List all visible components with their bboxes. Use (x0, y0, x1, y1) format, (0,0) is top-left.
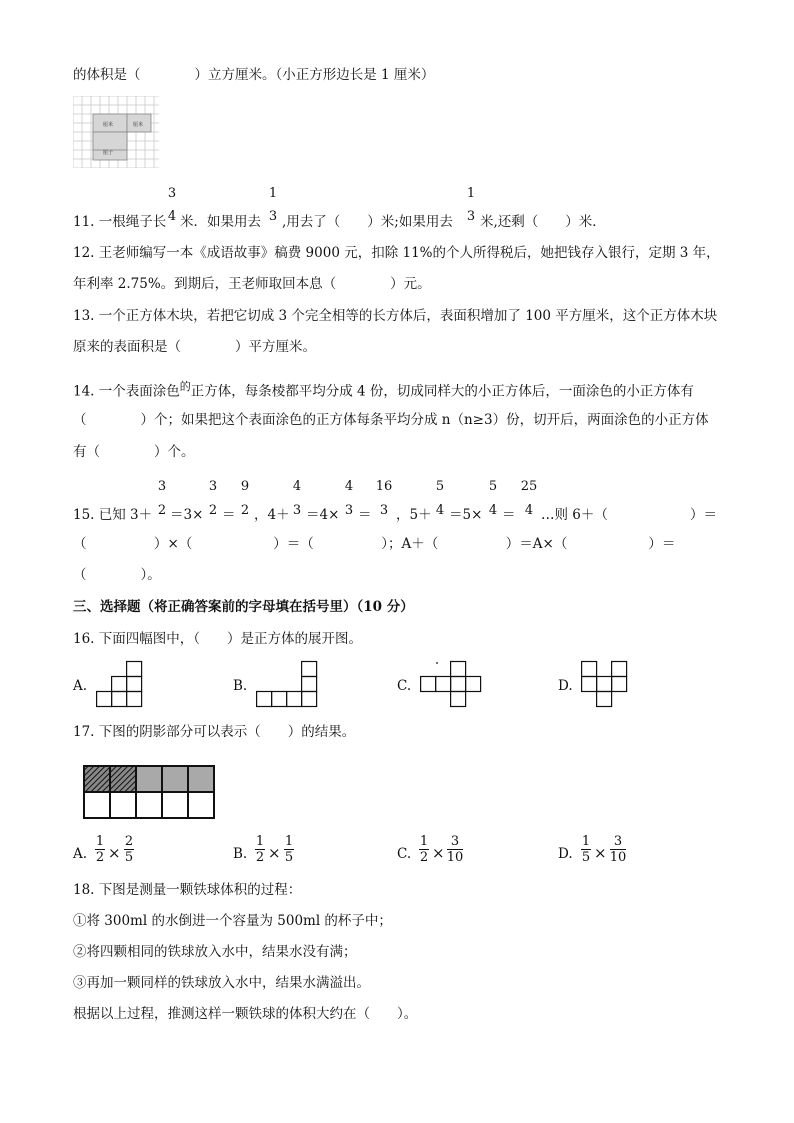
q15-line-3: （ ）。 (73, 567, 161, 583)
q14-line-3: 有（ ）个。 (73, 444, 195, 460)
q18-step-2: ②将四颗相同的铁球放入水中，结果水没有满； (73, 944, 357, 960)
q15-text-5: ＝ (358, 507, 372, 523)
q11-text-2: ,用去了（ ）米;如果用去 (282, 214, 453, 230)
q15-text-4: ＝4× (306, 507, 340, 523)
q16-option-a-label[interactable]: A. (73, 678, 88, 694)
q16-net-b (256, 660, 320, 708)
q11-fraction-1: 3 4 (167, 186, 177, 224)
q13-line-1: 13. 一个正方体木块，若把它切成 3 个完全相等的长方体后，表面积增加了 100 平方厘米，这个正方体木块 (73, 308, 718, 324)
q15-frac-2: 3 2 (208, 479, 218, 518)
q15-frac-4: 4 3 (292, 479, 302, 518)
q17-option-d-label[interactable]: D. (558, 846, 573, 862)
q15-frac-5: 4 3 (344, 479, 354, 518)
q15-text-10: ）＝ (690, 507, 717, 523)
q15-frac-3: 9 2 (240, 479, 250, 518)
q16-net-d (581, 660, 631, 708)
q15-text-2: ＝ (222, 507, 236, 523)
q14-line-2: （ ）个；如果把这个表面涂色的正方体每条平均分成 n（n≥3）份，切开后，两面涂色的小正方体 (73, 412, 709, 428)
q17-a-frac-2: 2 5 (124, 834, 134, 865)
q15-text-3: ，4＋ (254, 507, 290, 523)
q17-c-frac-2: 3 10 (446, 834, 464, 865)
q16-option-b-label[interactable]: B. (233, 678, 248, 694)
q18-question: 根据以上过程，推测这样一颗铁球的体积大约在（ ）。 (73, 1006, 418, 1022)
q17-option-b-label[interactable]: B. (233, 846, 248, 862)
q10-grid-figure (73, 96, 159, 168)
q11-fraction-2: 1 3 (268, 186, 278, 224)
q17-shaded-grid (83, 765, 221, 819)
q15-frac-6: 16 3 (375, 479, 393, 518)
q14-line-1: 14. 一个表面涂色$^的$正方体，每条棱都平均分成 4 份，切成同样大的小正方体后，一面涂色的小正方体有 (73, 380, 694, 400)
q11-text-3: 米,还剩（ ）米． (480, 214, 606, 230)
q17-b-times: × (268, 844, 281, 862)
q18-step-3: ③再加一颗同样的铁球放入水中，结果水满溢出。 (73, 975, 370, 991)
q15-frac-1: 3 2 (157, 479, 167, 518)
q17-option-c-label[interactable]: C. (397, 846, 412, 862)
q15-text-8: ＝ (502, 507, 516, 523)
q17-c-times: × (432, 844, 445, 862)
q16-option-c-label[interactable]: C. (397, 678, 412, 694)
q17-c-frac-1: 1 2 (419, 834, 429, 865)
q17-d-times: × (594, 844, 607, 862)
q17-stem: 17. 下图的阴影部分可以表示（ ）的结果。 (73, 724, 356, 740)
section-3-heading: 三、选择题（将正确答案前的字母填在括号里）（10 分） (73, 599, 414, 615)
q15-text-7: ＝5× (449, 507, 483, 523)
q18-stem: 18. 下图是测量一颗铁球体积的过程： (73, 882, 302, 898)
q17-option-a-label[interactable]: A. (73, 846, 88, 862)
q15-text-0: 15. 已知 3＋ (73, 507, 153, 523)
grid-label-2: 厘米 (133, 122, 144, 128)
q13-line-2: 原来的表面积是（ ）平方厘米。 (73, 339, 316, 355)
q15-text-1: ＝3× (170, 507, 204, 523)
q10-text: 的体积是（ ）立方厘米。（小正方形边长是 1 厘米） (73, 67, 435, 83)
grid-label-1: 厘米 (103, 122, 114, 128)
q17-a-frac-1: 1 2 (95, 834, 105, 865)
grid-label-3: 厘子 (103, 150, 114, 156)
q11-prefix: 11. 一根绳子长 (73, 214, 167, 230)
q17-d-frac-1: 1 5 (581, 834, 591, 865)
q12-line-2: 年利率 2.75%。到期后，王老师取回本息（ ）元。 (73, 276, 431, 292)
q15-text-9: …则 6＋（ (541, 507, 608, 523)
q16-net-c (420, 660, 484, 708)
q15-frac-7: 5 4 (435, 479, 445, 518)
q15-frac-8: 5 4 (488, 479, 498, 518)
q15-frac-9: 25 4 (520, 479, 538, 518)
q15-line-2: （ ）×（ ）＝（ ）；A＋（ ）＝A×（ ）＝ (73, 536, 676, 552)
q17-b-frac-1: 1 2 (255, 834, 265, 865)
q17-b-frac-2: 1 5 (284, 834, 294, 865)
q17-a-times: × (108, 844, 121, 862)
q16-stem: 16. 下面四幅图中，（ ）是正方体的展开图。 (73, 631, 363, 647)
q17-d-frac-2: 3 10 (609, 834, 627, 865)
q11-text-1: 米．如果用去 (180, 214, 261, 230)
q12-line-1: 12. 王老师编写一本《成语故事》稿费 9000 元，扣除 11%的个人所得税后，她把钱存入银行，定期 3 年， (73, 245, 720, 261)
q16-net-a (96, 660, 146, 708)
q11-fraction-3: 1 3 (466, 186, 476, 224)
q18-step-1: ①将 300ml 的水倒进一个容量为 500ml 的杯子中； (73, 913, 392, 929)
q16-option-d-label[interactable]: D. (558, 678, 573, 694)
q15-text-6: ，5＋ (396, 507, 432, 523)
